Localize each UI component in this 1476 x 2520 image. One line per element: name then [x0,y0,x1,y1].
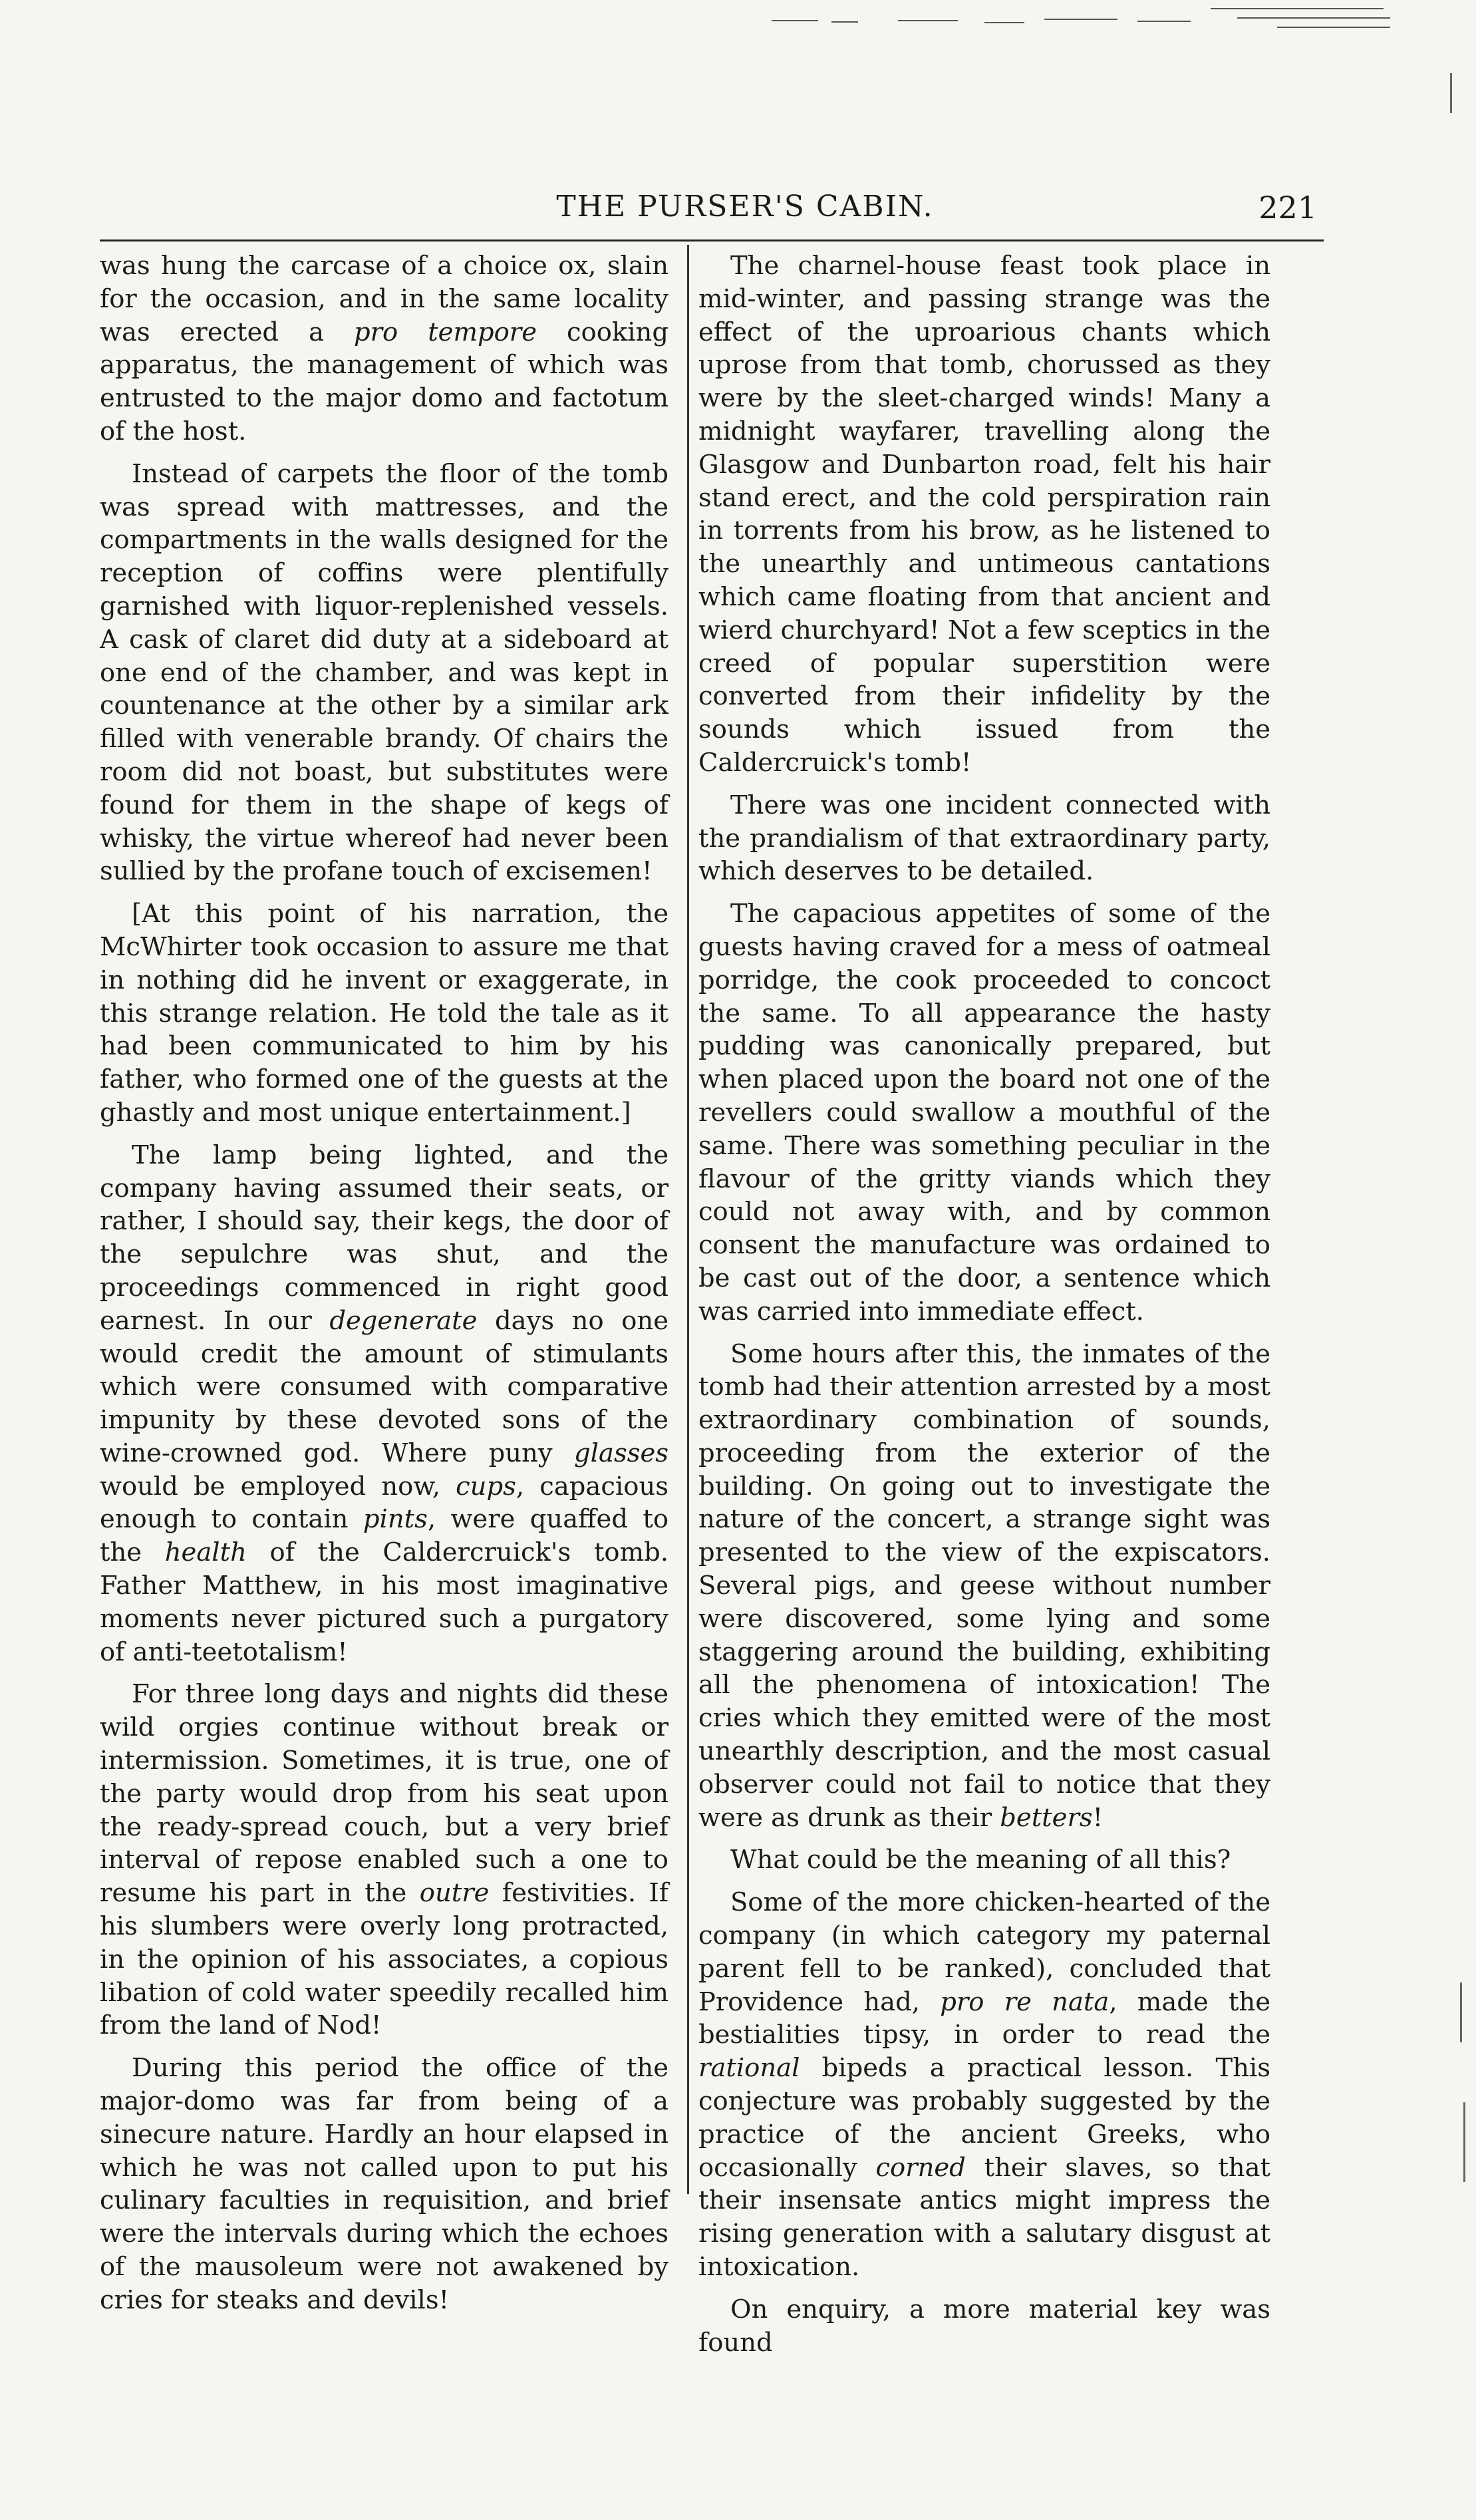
paragraph: The charnel-house feast took place in mid-winter, and passing strange was the effect of the uproarious chants which uprose from that tomb, chorussed as they were by the sleet-charged winds! Many a midnight wayfarer, travelling along the Glasgow and Dunbarton road, felt his hair stand erect, and the cold perspiration rain in torrents from his brow, as he listened to the unearthly and untimeous cantations which came floating from that ancient and wierd churchyard! Not a few sceptics in the creed of popular superstition were converted from their infidelity by the sounds which issued from the Caldercruick's tomb! [698,251,1270,778]
paragraph: The lamp being lighted, and the company having assumed their seats, or rather, I should say, their kegs, the door of the sepulchre was shut, and the proceedings commenced in right good earnest. In our degenerate days no one would credit the amount of stimulants which were consumed with comparative impunity by these devoted sons of the wine-crowned god. Where puny glasses would be employed now, cups, capacious enough to contain pints, were quaffed to the health of the Caldercruick's tomb. Father Matthew, in his most imaginative moments never pictured such a purgatory of anti-teetotalism! [100,1140,669,1667]
column-divider [687,245,689,2194]
paragraph: During this period the office of the major-domo was far from being of a sinecure nature. Hardly an hour elapsed in which he was not called upon to put his culinary faculties in requisition, and brief were the intervals during which the echoes of the mausoleum were not awakened by cries for steaks and devils! [100,2053,668,2315]
header-rule [100,239,1324,241]
paragraph: [At this point of his narration, the McWhirter took occasion to assure me that in nothing did he invent or exaggerate, in this strange relation. He told the tale as it had been communicated to him by his father, who formed one of the guests at the ghastly and most unique entertainment.] [100,899,668,1128]
paragraph: Some hours after this, the inmates of the tomb had their attention arrested by a most extraordinary combination of sounds, proceeding from the exterior of the building. On going out to investigate the nature of the concert, a strange sight was presented to the view of the expiscators. Several pigs, and geese without number were discovered, some lying and some staggering around the building, exhibiting all the phenomena of intoxication! The cries which they emitted were of the most unearthly description, and the most casual observer could not fail to notice that they were as drunk as their betters! [698,1339,1270,1833]
left-column [100,249,668,2326]
page-number: 221 [1258,190,1317,226]
scan-margin-mark [1460,1982,1462,2042]
paragraph: On enquiry, a more material key was found [698,2294,1270,2358]
running-head [100,190,1324,236]
scan-margin-mark [1450,73,1452,113]
running-title: THE PURSER'S CABIN. [556,190,934,224]
paragraph: For three long days and nights did these wild orgies continue without break or intermission. Sometimes, it is true, one of the party would drop from his seat upon the ready-spread couch, but a very brief interval of repose enabled such a one to resume his part in the outre festivities. If his slumbers were overly long protracted, in the opinion of his associates, a copious libation of cold water speedily recalled him from the land of Nod! [100,1679,668,2041]
paragraph: Instead of carpets the floor of the tomb was spread with mattresses, and the compartments in the walls designed for the reception of coffins were plentifully garnished with liquor-replenished vessels. A cask of claret did duty at a sideboard at one end of the chamber, and was kept in countenance at the other by a similar ark filled with venerable brandy. Of chairs the room did not boast, but substitutes were found for them in the shape of kegs of whisky, the virtue whereof had never been sullied by the profane touch of excisemen! [100,458,668,887]
right-column [698,249,1270,2368]
paragraph: The capacious appetites of some of the guests having craved for a mess of oatmeal porridge, the cook proceeded to concoct the same. To all appearance the hasty pudding was canonically prepared, but when placed upon the board not one of the revellers could swallow a mouthful of the same. There was something peculiar in the flavour of the gritty viands which they could not away with, and by common consent the manufacture was ordained to be cast out of the door, a sentence which was carried into immediate effect. [698,899,1270,1327]
paragraph: There was one incident connected with the prandialism of that extraordinary party, which deserves to be detailed. [698,790,1270,887]
scan-margin-mark [1463,2102,1465,2182]
scan-edge-marks [732,0,1476,53]
paragraph: was hung the carcase of a choice ox, slain for the occasion, and in the same locality was erected a pro tempore cooking apparatus, the management of which was entrusted to the major domo and factotum of the host. [100,251,668,446]
paragraph: Some of the more chicken-hearted of the company (in which category my paternal parent fell to be ranked), concluded that Providence had, pro re nata, made the bestialities tipsy, in order to read the rational bipeds a practical lesson. This conjecture was probably suggested by the practice of the ancient Greeks, who occasionally corned their slaves, so that their insensate antics might impress the rising generation with a salutary disgust at intoxication. [698,1887,1271,2283]
paragraph: What could be the meaning of all this? [730,1845,1231,1875]
